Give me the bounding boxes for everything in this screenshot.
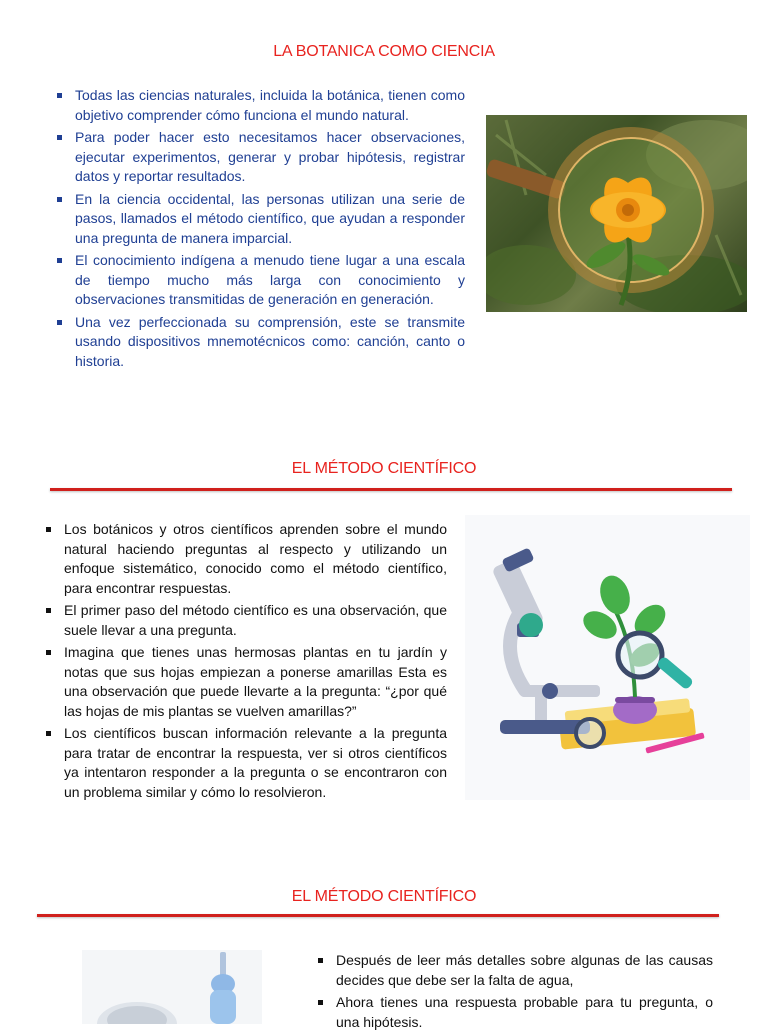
list-item: Para poder hacer esto necesitamos hacer observaciones, ejecutar experimentos, generar y probar hipótesis, registrar datos y reportar resultados. [55,128,465,187]
section3-title: EL MÉTODO CIENTÍFICO [291,888,477,905]
section2-bullet-list [44,520,447,805]
section1-title: LA BOTANICA COMO CIENCIA [273,43,495,60]
list-item: Los científicos buscan información relevante a la pregunta para tratar de encontrar la respuesta, ver si otros científicos ya intentaron responder a la pregunta o se encontraron con un problema similar y cómo lo resolvieron. [44,724,447,802]
list-item: Una vez perfeccionada su comprensión, este se transmite usando dispositivos mnemotécnicos como: canción, canto o historia. [55,313,465,372]
section1-bullet-list [55,86,465,374]
section2-title: EL MÉTODO CIENTÍFICO [291,460,477,477]
magnifying-glass-flower-photo [486,115,747,312]
list-item: Ahora tienes una respuesta probable para tu pregunta, o una hipótesis. [316,993,713,1032]
list-item: Los botánicos y otros científicos aprenden sobre el mundo natural haciendo preguntas al respecto y utilizando un enfoque sistemático, conocido como el método científico, para encontrar respuestas. [44,520,447,598]
scientist-with-pipette-photo [82,950,262,1024]
microscope-plant-illustration [465,515,750,800]
list-item: Todas las ciencias naturales, incluida la botánica, tienen como objetivo comprender cómo funciona el mundo natural. [55,86,465,125]
list-item: Después de leer más detalles sobre algunas de las causas decides que debe ser la falta de agua, [316,951,713,990]
list-item: El conocimiento indígena a menudo tiene lugar a una escala de tiempo mucho más larga con conocimiento y observaciones transmitidas de generación en generación. [55,251,465,310]
list-item: Imagina que tienes unas hermosas plantas en tu jardín y notas que sus hojas empiezan a ponerse amarillas Esta es una observación que puede llevarte a la pregunta: “¿por qué las hojas de mis plantas se vuelven amarillas?” [44,643,447,721]
section2-divider [50,488,732,491]
list-item: En la ciencia occidental, las personas utilizan una serie de pasos, llamados el método científico, que ayudan a responder una pregunta de manera imparcial. [55,190,465,249]
section3-bullet-list [316,951,713,1035]
section3-divider [37,914,719,917]
list-item: El primer paso del método científico es una observación, que suele llevar a una pregunta. [44,601,447,640]
